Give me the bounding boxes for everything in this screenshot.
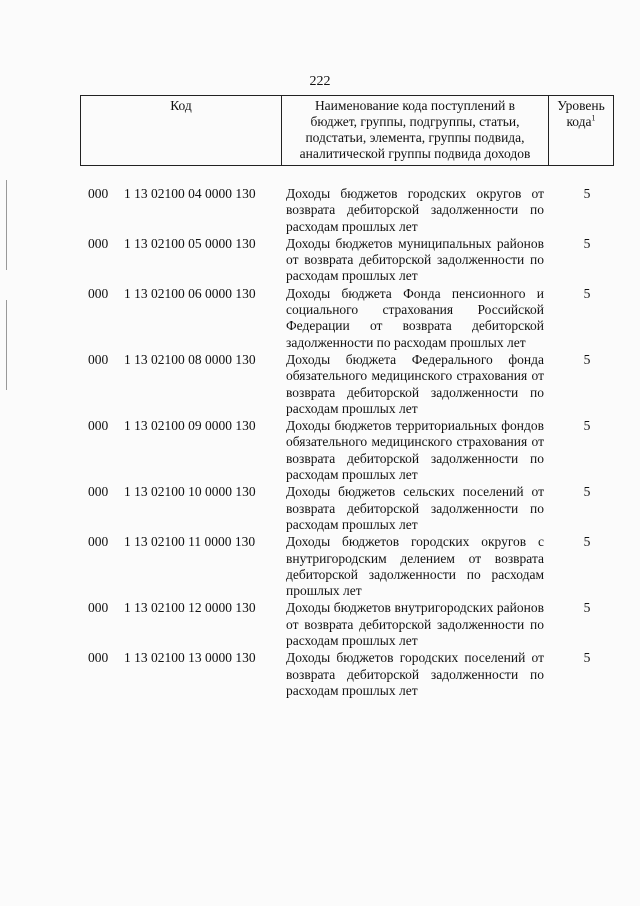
- header-level: [549, 96, 614, 166]
- row-revenue-name: Доходы бюджетов городских округов с внутригородским делением от возврата дебиторской задолженности по расходам прошлых лет: [286, 534, 544, 599]
- row-code-level: 5: [583, 650, 591, 666]
- row-admin-code: 000: [88, 418, 109, 434]
- row-revenue-name: Доходы бюджетов городских поселений от возврата дебиторской задолженности по расходам прошлых лет: [286, 650, 544, 698]
- row-revenue-code: 1 13 02100 06 0000 130: [124, 285, 256, 301]
- header-code: [81, 96, 282, 166]
- row-code-level: 5: [583, 484, 591, 500]
- header-name: [282, 96, 549, 166]
- row-admin-code: 000: [88, 484, 109, 500]
- scan-margin-mark: [6, 180, 7, 270]
- row-revenue-name: Доходы бюджетов городских округов от возврата дебиторской задолженности по расходам прошлых лет: [286, 186, 544, 234]
- row-admin-code: 000: [88, 600, 109, 616]
- header-level-line: кода$^1$: [566, 113, 596, 129]
- table-row: [80, 286, 620, 351]
- row-revenue-code: 1 13 02100 12 0000 130: [124, 600, 256, 616]
- row-revenue-code: 1 13 02100 13 0000 130: [124, 650, 256, 666]
- header-name-line: бюджет, группы, подгруппы, статьи,: [310, 114, 520, 129]
- row-revenue-name: Доходы бюджетов сельских поселений от возврата дебиторской задолженности по расходам прошлых лет: [286, 484, 544, 532]
- row-admin-code: 000: [88, 351, 109, 367]
- table-body: [80, 186, 620, 700]
- row-code-level: 5: [583, 351, 591, 367]
- row-revenue-code: 1 13 02100 05 0000 130: [124, 235, 256, 251]
- row-admin-code: 000: [88, 186, 109, 201]
- header-code-label: Код: [170, 98, 192, 113]
- row-code-level: 5: [583, 235, 591, 251]
- footnote-marker: 1: [591, 113, 596, 123]
- table-row: [80, 650, 620, 699]
- row-code-level: 5: [583, 600, 591, 616]
- row-revenue-code: 1 13 02100 08 0000 130: [124, 351, 256, 367]
- row-revenue-code: 1 13 02100 11 0000 130: [124, 534, 256, 550]
- table-row: [80, 484, 620, 533]
- header-name-line: аналитической группы подвида доходов: [299, 146, 531, 161]
- table-header: [80, 95, 614, 166]
- row-admin-code: 000: [88, 235, 109, 251]
- table-row: [80, 186, 620, 235]
- row-revenue-name: Доходы бюджетов территориальных фондов обязательного медицинского страхования от возврата дебиторской задолженности по расходам прошлых лет: [286, 418, 544, 483]
- row-code-level: 5: [583, 534, 591, 550]
- row-code-level: 5: [583, 186, 591, 201]
- header-name-line: подстатьи, элемента, группы подвида,: [305, 130, 525, 145]
- page-number: 222: [309, 74, 331, 89]
- table-row: [80, 534, 620, 599]
- table-row: [80, 236, 620, 285]
- table-row: [80, 352, 620, 417]
- row-admin-code: 000: [88, 650, 109, 666]
- row-revenue-name: Доходы бюджетов внутригородских районов от возврата дебиторской задолженности по расходам прошлых лет: [286, 600, 544, 649]
- row-revenue-name: Доходы бюджета Фонда пенсионного и социального страхования Российской Федерации от возврата дебиторской задолженности по расходам прошлых лет: [286, 285, 544, 350]
- header-name-line: Наименование кода поступлений в: [314, 98, 516, 113]
- header-level-line: Уровень: [557, 98, 605, 113]
- row-revenue-code: 1 13 02100 09 0000 130: [124, 418, 256, 434]
- row-admin-code: 000: [88, 285, 109, 301]
- row-revenue-name: Доходы бюджета Федерального фонда обязательного медицинского страхования от возврата дебиторской задолженности по расходам прошлых лет: [286, 351, 544, 416]
- table-row: [80, 418, 620, 483]
- row-code-level: 5: [583, 285, 591, 301]
- row-code-level: 5: [583, 418, 591, 434]
- row-revenue-code: 1 13 02100 04 0000 130: [124, 186, 256, 201]
- row-admin-code: 000: [88, 534, 109, 550]
- row-revenue-name: Доходы бюджетов муниципальных районов от возврата дебиторской задолженности по расходам прошлых лет: [286, 235, 544, 284]
- row-revenue-code: 1 13 02100 10 0000 130: [124, 484, 256, 500]
- scan-margin-mark: [6, 300, 7, 390]
- table-row: [80, 600, 620, 649]
